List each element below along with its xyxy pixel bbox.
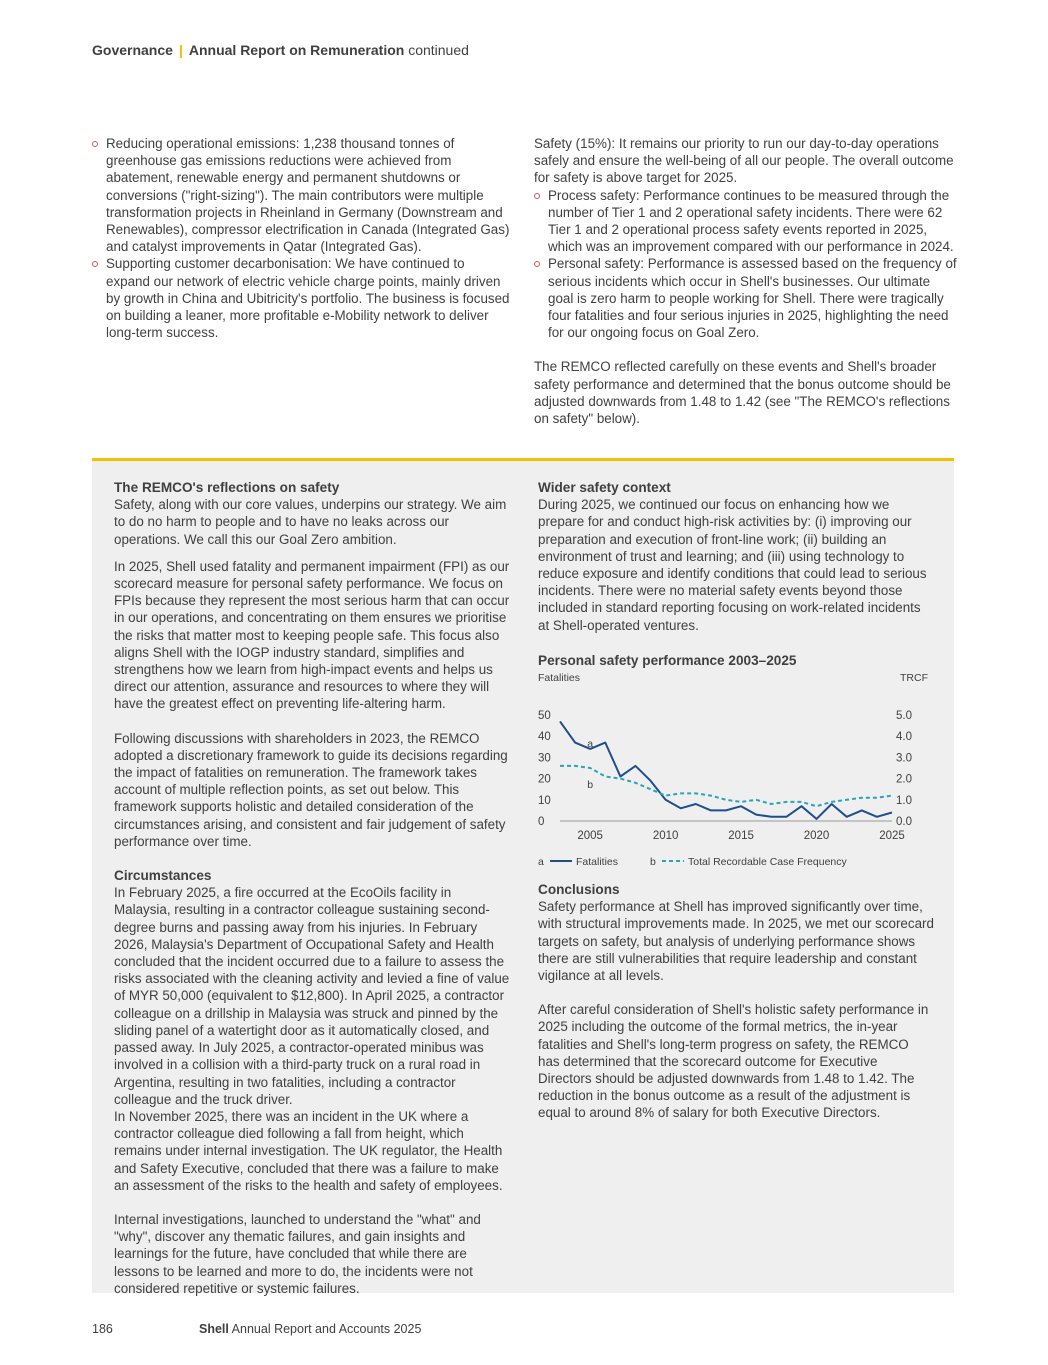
header-separator: | — [178, 42, 183, 58]
y2-tick-label: 1.0 — [896, 794, 912, 807]
y2-tick-label: 2.0 — [896, 773, 912, 786]
series-annotation: b — [587, 779, 594, 792]
page-footer — [92, 1322, 422, 1336]
x-tick-label: 2015 — [728, 830, 754, 843]
header-section: Governance — [92, 42, 173, 58]
left-bullet-list — [92, 135, 512, 341]
y2-tick-label: 0.0 — [896, 816, 912, 829]
left-column — [92, 135, 512, 341]
wider-text: During 2025, we continued our focus on enhancing how we prepare for and conduct high-risk activities by: (i) improving our preparation and execution of front-line work; (ii) building an environment of trust and learning; and (iii) using technology to reduce exposure and identify conditions that could lead to serious incidents. There were no material safety events beyond those included in standard reporting focusing on work-related incidents at Shell-operated ventures. — [538, 497, 927, 633]
list-item: Supporting customer decarbonisation: We have continued to expand our network of electric vehicle charge points, mainly driven by growth in China and Ubitricity's portfolio. The business is focused on building a leaner, more profitable e-Mobility network to deliver long-term success. — [92, 255, 512, 341]
panel-right-column — [538, 479, 934, 1122]
y-tick-label: 10 — [538, 794, 551, 807]
legend-key: a — [538, 856, 544, 869]
legend-label: Total Recordable Case Frequency — [688, 856, 847, 869]
circumstances-text: In February 2025, a fire occurred at the EcoOils facility in Malaysia, resulting in a contractor colleague sustaining second-degree burns and passing away from his injuries. In February 2026, Malaysia's Department of Occupational Safety and Health concluded that the incident occurred due to a failure to assess the risks associated with the cleaning activity and levied a fine of value of MYR 50,000 (equivalent to $12,800). In April 2025, a contractor colleague on a drillship in Malaysia was struck and pinned by the sliding panel of a watertight door as it automatically closed, and passed away. In July 2025, a contractor-operated minibus was involved in a collision with a third-party truck on a rural road in Argentina, resulting in two fatalities, including a contractor colleague and the truck driver. — [114, 885, 510, 1107]
right-bullet-list — [534, 187, 958, 342]
x-tick-label: 2005 — [577, 830, 603, 843]
list-item: Reducing operational emissions: 1,238 thousand tonnes of greenhouse gas emissions reductions were achieved from abatement, renewable energy and permanent shutdowns or conversions ("right-sizing"). The main contributors were multiple transformation projects in Rheinland in Germany (Downstream and Renewables), compressor electrification in Canada (Integrated Gas) and catalyst improvements in Qatar (Integrated Gas). — [92, 135, 512, 255]
conclusions-text: Safety performance at Shell has improved significantly over time, with structural improvements made. In 2025, we met our scorecard targets on safety, but analysis of underlying performance shows there are still vulnerabilities that require leadership and constant vigilance at all levels. — [538, 899, 934, 984]
x-tick-label: 2010 — [652, 830, 679, 843]
y-tick-label: 50 — [538, 710, 551, 723]
footer-publication: Annual Report and Accounts 2025 — [231, 1322, 422, 1336]
circumstances-text-2: In November 2025, there was an incident in the UK where a contractor colleague died following a fall from height, which remains under internal investigation. The UK regulator, the Health and Safety Executive, concluded that there was a failure to make an assessment of the risks to the health and safety of employees. — [114, 1108, 503, 1193]
x-tick-label: 2025 — [879, 830, 905, 843]
y2-tick-label: 5.0 — [896, 710, 912, 723]
footer-brand-name: Shell — [199, 1322, 229, 1336]
page-header — [92, 42, 469, 58]
safety-intro: Safety (15%): It remains our priority to run our day-to-day operations safely and ensure the well-being of all our people. The overall outcome for safety is above target for 2025. — [534, 136, 954, 186]
y2-axis-label: TRCF — [900, 672, 928, 685]
investigations-text: Internal investigations, launched to understand the "what" and "why", discover any thematic failures, and gain insights and learnings for the future, have concluded that while there are lessons to be learned and more to do, the incidents were not considered repetitive or systemic failures. — [114, 1211, 481, 1296]
circumstances-heading: Circumstances — [114, 868, 212, 884]
safety-chart — [538, 669, 934, 869]
panel-paragraph: In 2025, Shell used fatality and permanent impairment (FPI) as our scorecard measure for personal safety performance. We focus on FPIs because they represent the most serious harm that can occur in our operations, and concentrating on them ensures we prioritise the risks that matter most to keeping people safe. This focus also aligns Shell with the IOGP industry standard, simplifies and strengthens how we learn from high-impact events and helps us direct our attention, assurance and resources to where they will have the greatest effect on preventing life-altering harm. — [114, 558, 510, 712]
legend-label: Fatalities — [576, 856, 619, 869]
footer-brand — [199, 1322, 421, 1336]
remco-safety-panel — [92, 458, 954, 1296]
series-annotation: a — [587, 737, 594, 750]
panel-paragraph: Following discussions with shareholders in 2023, the REMCO adopted a discretionary framework to guide its decisions regarding the impact of fatalities on remuneration. The framework takes account of multiple reflection points, as set out below. This framework supports holistic and detailed consideration of the circumstances arising, and consistent and fair judgement of safety performance over time. — [114, 730, 508, 849]
header-continued: continued — [408, 42, 469, 58]
panel-paragraph: Safety, along with our core values, underpins our strategy. We aim to do no harm to people and to have no leaks across our operations. We call this our Goal Zero ambition. — [114, 497, 507, 547]
conclusions-heading: Conclusions — [538, 882, 620, 898]
header-title: Annual Report on Remuneration — [188, 42, 405, 58]
y2-tick-label: 3.0 — [896, 752, 912, 765]
legend-key: b — [650, 856, 656, 869]
list-item: Process safety: Performance continues to be measured through the number of Tier 1 and 2 operational safety incidents. There were 62 Tier 1 and 2 operational process safety events reported in 2025, which was an improvement compared with our performance in 2024. — [534, 187, 958, 256]
conclusions-text-2: After careful consideration of Shell's holistic safety performance in 2025 including the outcome of the formal metrics, the in-year fatalities and Shell's long-term progress on safety, the REMCO has determined that the scorecard outcome for Executive Directors should be adjusted downwards from 1.48 to 1.42. The reduction in the bonus outcome as a result of the adjustment is equal to around 8% of salary for both Executive Directors. — [538, 1002, 929, 1121]
y-tick-label: 20 — [538, 773, 551, 786]
y-tick-label: 0 — [538, 816, 545, 829]
trcf-line — [560, 766, 892, 806]
fatalities-line — [560, 721, 892, 819]
wider-heading: Wider safety context — [538, 480, 671, 495]
y-tick-label: 40 — [538, 731, 551, 744]
panel-heading: The REMCO's reflections on safety — [114, 480, 340, 495]
x-tick-label: 2020 — [803, 830, 830, 843]
safety-closing: The REMCO reflected carefully on these events and Shell's broader safety performance and determined that the bonus outcome should be adjusted downwards from 1.48 to 1.42 (see "The REMCO's reflections on safety" below). — [534, 359, 951, 427]
y2-tick-label: 4.0 — [896, 731, 912, 744]
y-axis-label: Fatalities — [538, 672, 581, 685]
list-item: Personal safety: Performance is assessed based on the frequency of serious incidents which occur in Shell's businesses. Our ultimate goal is zero harm to people working for Shell. There were tragically four fatalities and four serious injuries in 2025, highlighting the need for our ongoing focus on Goal Zero. — [534, 255, 958, 341]
y-tick-label: 30 — [538, 752, 551, 765]
page-number: 186 — [92, 1322, 113, 1336]
chart-title: Personal safety performance 2003–2025 — [538, 652, 797, 668]
panel-left-column — [114, 479, 510, 1297]
right-column — [534, 135, 958, 427]
